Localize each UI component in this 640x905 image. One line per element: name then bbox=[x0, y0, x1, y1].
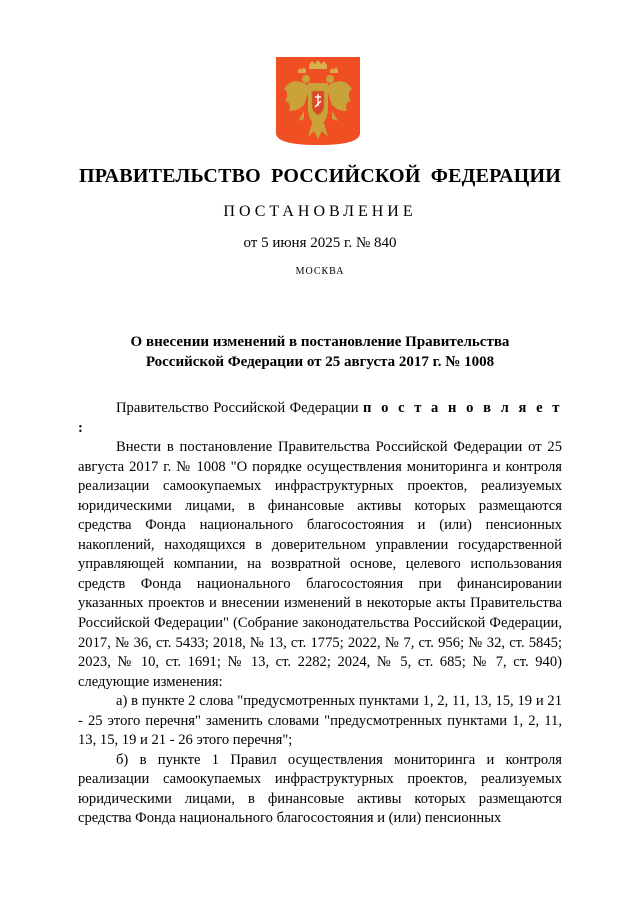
government-title: ПРАВИТЕЛЬСТВО РОССИЙСКОЙ ФЕДЕРАЦИИ bbox=[79, 165, 561, 187]
document-subject bbox=[0, 332, 640, 372]
subject-line-2: Российской Федерации от 25 августа 2017 г. № 1008 bbox=[145, 354, 495, 370]
intro-paragraph bbox=[78, 399, 562, 438]
intro-text: Правительство Российской Федерации bbox=[116, 400, 364, 416]
paragraph-item-b: б) в пункте 1 Правил осуществления мониторинга и контроля реализации самоокупаемых инфраструктурных проектов, реализуемых юридическими лицами, в финансовые активы которых размещаются средства Фонда национального благосостояния и (или) пенсионных bbox=[78, 751, 562, 827]
document-date-number: от 5 июня 2025 г. № 840 bbox=[243, 235, 397, 251]
paragraph-item-a: а) в пункте 2 слова "предусмотренных пунктами 1, 2, 11, 13, 15, 19 и 21 - 25 этого перечня" заменить словами "предусмотренных пунктами 1, 2, 11, 13, 15, 19 и 21 - 26 этого перечня"; bbox=[78, 693, 562, 749]
decree-word: п о с т а н о в л я е т : bbox=[78, 400, 562, 436]
subject-line-1: О внесении изменений в постановление Правительства bbox=[130, 334, 510, 350]
document-city: МОСКВА bbox=[295, 266, 345, 277]
paragraph-main: Внести в постановление Правительства Российской Федерации от 25 августа 2017 г. № 1008 "О порядке осуществления мониторинга и контроля реализации самоокупаемых инфраструктурных проектов, реализуемых юридическими лицами, в финансовые активы которых размещаются средства Фонда национального благосостояния и (или) пенсионных накоплений, находящихся в доверительном управлении государственной управляющей компании, на возвратной основе, целевого использования средств Фонда национального благосостояния при финансировании указанных проектов и внесении изменений в некоторые акты Правительства Российской Федерации" (Собрание законодательства Российской Федерации, 2017, № 36, ст. 5433; 2018, № 13, ст. 1775; 2022, № 7, ст. 956; № 32, ст. 5845; 2023, № 10, ст. 1691; № 13, ст. 2282; 2024, № 5, ст. 685; № 7, ст. 940) следующие изменения: bbox=[78, 439, 562, 690]
document-type: ПОСТАНОВЛЕНИЕ bbox=[223, 203, 417, 220]
russian-coat-of-arms-icon bbox=[276, 57, 360, 145]
document-body bbox=[78, 399, 562, 829]
